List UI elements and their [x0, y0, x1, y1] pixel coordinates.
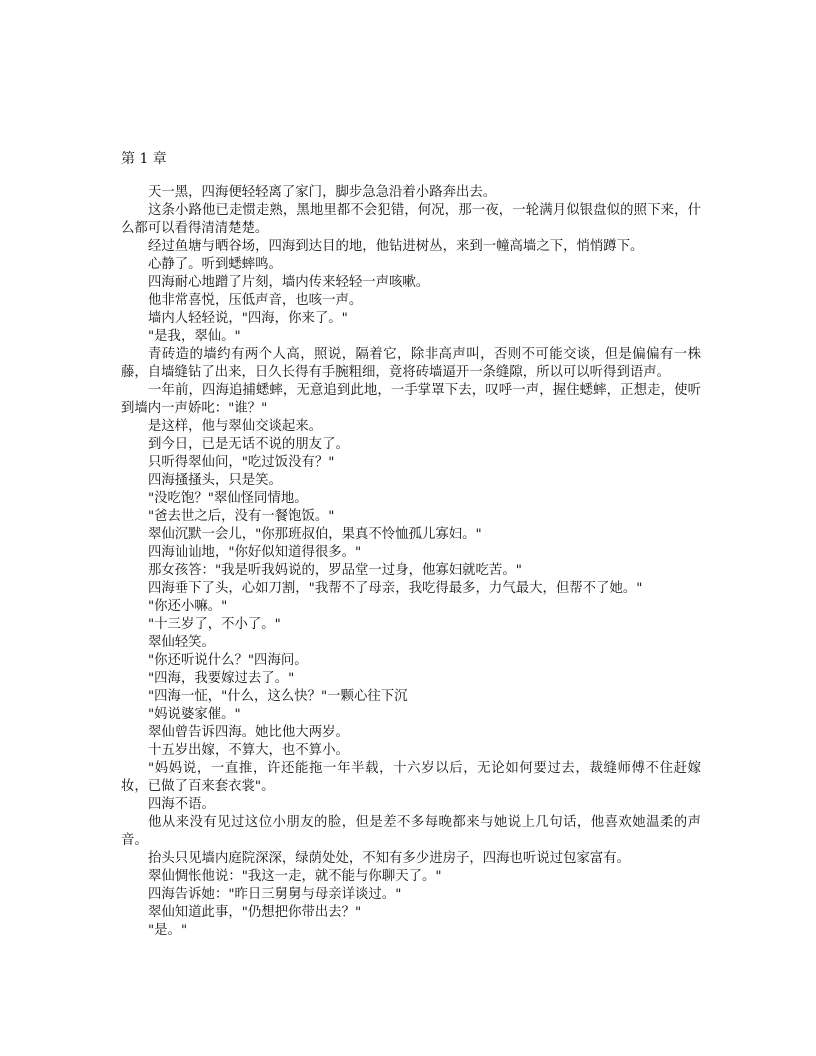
paragraph: 翠仙知道此事，"仍想把你带出去？"	[148, 905, 362, 920]
paragraph: 青砖造的墙约有两个人高，照说，隔着它，除非高声叫，否则不可能交谈，但是偏偏有一株藤，自墙缝钻了出来，日久长得有手腕粗细，竟将砖墙逼开一条缝隙，所以可以听得到语声。	[121, 347, 701, 380]
paragraph: 四海耐心地蹭了片刻，墙内传来轻轻一声咳嗽。	[148, 275, 430, 290]
paragraph: 天一黑，四海便轻轻离了家门，脚步急急沿着小路奔出去。	[148, 185, 497, 200]
paragraph: 墙内人轻轻说，"四海，你来了。"	[148, 311, 348, 326]
paragraph: 是这样，他与翠仙交谈起来。	[148, 419, 323, 434]
paragraph: 翠仙沉默一会儿，"你那班叔伯，果真不怜恤孤儿寡妇。"	[148, 527, 482, 542]
paragraph: 这条小路他已走惯走熟，黑地里都不会犯错，何况，那一夜，一轮满月似银盘似的照下来，什么都可以看得清清楚楚。	[121, 203, 701, 236]
paragraph: "四海一怔，"什么，这么快？"一颗心往下沉	[148, 689, 408, 704]
paragraph: "妈说婆家催。"	[148, 707, 241, 722]
paragraph: 他从来没有见过这位小朋友的脸，但是差不多每晚都来与她说上几句话，他喜欢她温柔的声音。	[121, 815, 701, 848]
paragraph: 翠仙曾告诉四海。她比他大两岁。	[148, 725, 349, 740]
paragraph: "你还小嘛。"	[148, 599, 228, 614]
paragraph: 翠仙轻笑。	[148, 635, 215, 650]
paragraph: 四海告诉她："昨日三舅舅与母亲详谈过。"	[148, 887, 402, 902]
paragraph: 四海搔搔头，只是笑。	[148, 473, 282, 488]
paragraph: 四海垂下了头，心如刀割，"我帮不了母亲，我吃得最多，力气最大，但帮不了她。"	[148, 581, 643, 596]
paragraph: 他非常喜悦，压低声音，也咳一声。	[148, 293, 363, 308]
paragraph: 抬头只见墙内庭院深深，绿荫处处，不知有多少进房子，四海也听说过包家富有。	[148, 851, 631, 866]
paragraph: 到今日，已是无话不说的朋友了。	[148, 437, 349, 452]
paragraph: 十五岁出嫁，不算大，也不算小。	[148, 743, 349, 758]
chapter-title: 第 1 章	[121, 151, 167, 167]
paragraph: 四海讪讪地，"你好似知道得很多。"	[148, 545, 362, 560]
chapter-body	[121, 184, 701, 940]
paragraph: "十三岁了，不小了。"	[148, 617, 281, 632]
paragraph: 一年前，四海追捕蟋蟀，无意追到此地，一手掌罩下去，叹呼一声，握住蟋蟀，正想走，使听到墙内一声娇叱："谁？"	[121, 383, 701, 416]
paragraph: 那女孩答："我是听我妈说的，罗品堂一过身，他寡妇就吃苦。"	[148, 563, 522, 578]
paragraph: 四海不语。	[148, 797, 215, 812]
paragraph: "是。"	[148, 923, 188, 938]
paragraph: 经过鱼塘与晒谷场，四海到达目的地，他钻进树丛，来到一幢高墙之下，悄悄蹲下。	[148, 239, 644, 254]
paragraph: "妈妈说，一直推，许还能拖一年半载，十六岁以后，无论如何要过去，裁缝师傅不住赶嫁妆，已做了百来套衣裳"。	[121, 761, 701, 794]
paragraph: "你还听说什么？"四海问。	[148, 653, 308, 668]
paragraph: 只听得翠仙问，"吃过饭没有？"	[148, 455, 335, 470]
paragraph: "没吃饱？"翠仙怪同情地。	[148, 491, 308, 506]
paragraph: 心静了。听到蟋蟀鸣。	[148, 257, 282, 272]
paragraph: 翠仙惆怅他说："我这一走，就不能与你聊天了。"	[148, 869, 442, 884]
paragraph: "四海，我要嫁过去了。"	[148, 671, 295, 686]
paragraph: "是我，翠仙。"	[148, 329, 241, 344]
paragraph: "爸去世之后，没有一餐饱饭。"	[148, 509, 335, 524]
